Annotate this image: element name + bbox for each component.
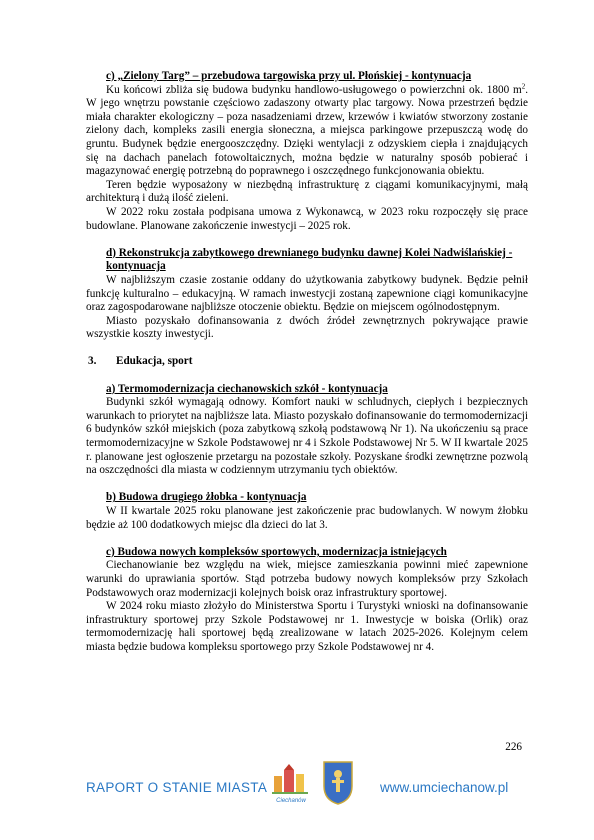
paragraph: Miasto pozyskało dofinansowania z dwóch źródeł zewnętrznych pokrywające prawie wszystkie koszty inwestycji. <box>86 314 528 341</box>
city-logo-icon <box>268 762 314 806</box>
section-heading-zielony-targ: c) „Zielony Targ” – przebudowa targowiska przy ul. Płońskiej - kontynuacja <box>106 70 472 82</box>
section-heading-sport: c) Budowa nowych kompleksów sportowych, modernizacja istniejących <box>106 545 447 558</box>
page-number: 226 <box>505 741 522 753</box>
section-heading-termomodernizacja: a) Termomodernizacja ciechanowskich szkół - kontynuacja <box>106 382 388 395</box>
superscript: 2 <box>521 81 526 90</box>
paragraph: W II kwartale 2025 roku planowane jest zakończenie prac budowlanych. W nowym żłobku będzie aż 100 dodatkowych miejsc dla dzieci do lat 3. <box>86 505 528 531</box>
paragraph: Budynki szkół wymagają odnowy. Komfort nauki w schludnych, ciepłych i bezpiecznych warunkach to priorytet na najbliższe lata. Miasto pozyskało dofinansowanie do termomodernizacji 6 budynków szkół miejskich (poza zabytkową szkołą podstawową Nr 1). Na ukończeniu są prace termomodernizacyjne w Szkole Podstawowej nr 4 i Szkole Podstawowej Nr 5. W II kwartale 2025 r. planowane jest ogłoszenie przetargu na pozostałe szkoły. Pozyskane środki zewnętrzne pozwolą na oszczędności dla miasta w codziennym utrzymaniu tych obiektów. <box>86 396 528 477</box>
coat-of-arms-icon <box>322 760 354 806</box>
paragraph: W 2022 roku została podpisana umowa z Wykonawcą, w 2023 roku rozpoczęły się prace budowlane. Planowane zakończenie inwestycji – 2025 rok. <box>86 205 528 232</box>
section-heading-kolej: d) Rekonstrukcja zabytkowego drewnianego budynku dawnej Kolei Nadwiślańskiej - kontynuacja <box>106 246 513 273</box>
section-title: 3. Edukacja, sport <box>88 355 193 368</box>
paragraph: W 2024 roku miasto złożyło do Ministerstwa Sportu i Turystyki wnioski na dofinansowanie infrastruktury sportowej przy Szkole Podstawowej nr 1. Inwestycje w boiska (Orlik) oraz termomodernizację hali sportowej będą zrealizowane w latach 2025-2026. Kolejnym celem miasta będzie budowa kompleksu sportowego przy Szkole Podstawowej nr 4. <box>86 600 528 653</box>
paragraph: Ciechanowianie bez względu na wiek, miejsce zamieszkania powinni mieć zapewnione warunki do uprawiania sportów. Stąd potrzeba budowy nowych kompleksów przy Szkołach Podstawowych oraz modernizacji kolejnych boisk oraz infrastruktury sportowej. <box>86 559 528 599</box>
footer-report-title: RAPORT O STANIE MIASTA <box>86 780 268 795</box>
paragraph: W najbliższym czasie zostanie oddany do użytkowania zabytkowy budynek. Będzie pełnił funkcję kulturalno – edukacyjną. W ramach inwestycji zostaną zapewnione ciągi komunikacyjne oraz zagospodarowane najbliższe otoczenie obiektu. Będzie on miejscem ogólnodostępnym. <box>86 273 528 314</box>
logo-text: Ciechanów <box>276 798 306 804</box>
footer <box>0 760 594 820</box>
section-heading-zlobek: b) Budowa drugiego żłobka - kontynuacja <box>106 491 307 504</box>
paragraph: Teren będzie wyposażony w niezbędną infrastrukturę z ciągami komunikacyjnymi, małą architekturą i dużą ilość zieleni. <box>86 178 528 205</box>
paragraph: Ku końcowi zbliża się budowa budynku handlowo-usługowego o powierzchni ok. 1800 $m^2$. W jego wnętrzu powstanie częściowo zadaszony otwarty plac targowy. Nowa przestrzeń będzie miała charakter ekologiczny – poza nasadzeniami drzew, krzewów i kwiatów stworzony zostanie zielony dach, kompleks zasili energia słoneczna, a miejsca parkingowe przepuszczą wodę do gruntu. Budynek będzie energooszczędny. Dzięki wentylacji z odzyskiem ciepła i znajdujących się na dachach panelach fotowoltaicznych, można będzie w naturalny sposób pobierać i magazynować energię potrzebną do poprawnego i oszczędnego funkcjonowania obiektu. <box>86 81 528 178</box>
footer-website: www.umciechanow.pl <box>380 780 509 795</box>
page-content <box>86 70 528 655</box>
